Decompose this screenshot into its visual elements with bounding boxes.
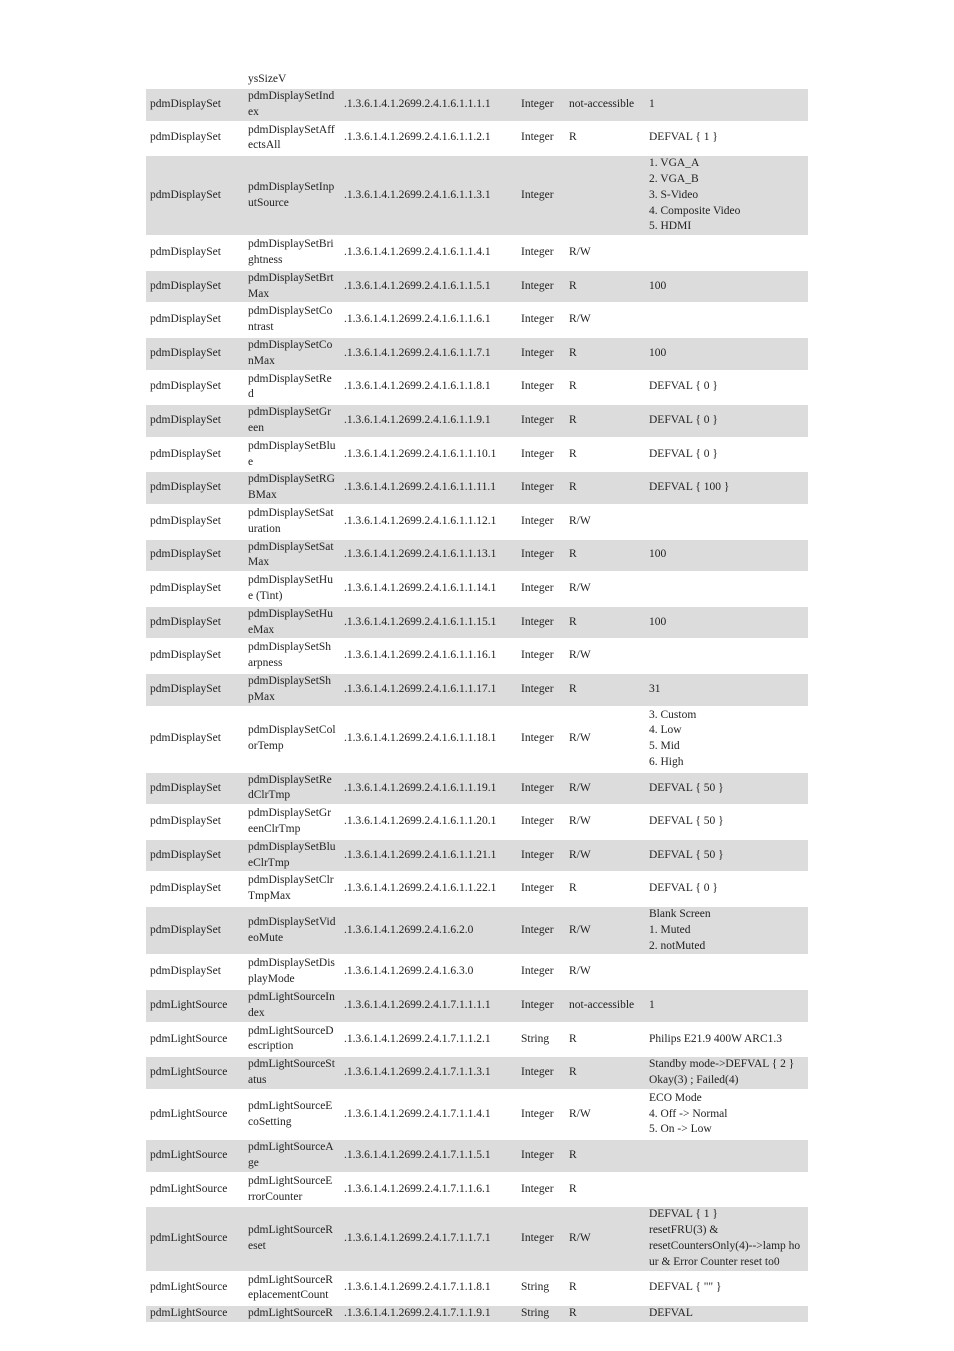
value-cell: DEFVAL { 50 } (645, 773, 808, 805)
access-cell: R (565, 1306, 645, 1322)
oid-cell: .1.3.6.1.4.1.2699.2.4.1.6.1.1.16.1 (344, 649, 497, 662)
type-cell: Integer (517, 840, 565, 872)
value-cell: DEFVAL { 100 } (645, 472, 808, 504)
mib-table-body (146, 89, 808, 1322)
object-name-cell: pdmLightSourceEcoSetting (248, 1099, 333, 1128)
object-name-cell: pdmDisplaySetSharpness (248, 641, 332, 670)
access-cell: R (569, 447, 577, 460)
value-cell: 100 (645, 607, 808, 639)
object-name-cell: pdmDisplaySetIndex (244, 89, 340, 121)
access-cell: not-accessible (565, 89, 645, 121)
table-row (146, 607, 808, 639)
table-row (146, 439, 808, 471)
table-row (146, 1091, 808, 1138)
access-cell: R/W (569, 732, 591, 745)
object-name-cell: pdmDisplaySetGreenClrTmp (248, 807, 332, 836)
value-cell: 1. VGA_A 2. VGA_B 3. S-Video 4. Composite Video 5. HDMI (645, 156, 808, 235)
continued-row-fragment: ysSizeV (248, 73, 287, 85)
value-cell: DEFVAL { 50 } (645, 840, 808, 872)
group-cell: pdmDisplaySet (150, 514, 221, 527)
type-cell: Integer (517, 89, 565, 121)
type-cell: String (517, 1306, 565, 1322)
table-row (146, 640, 808, 672)
oid-cell: .1.3.6.1.4.1.2699.2.4.1.6.1.1.12.1 (344, 514, 497, 527)
table-row (146, 1174, 808, 1206)
group-cell: pdmDisplaySet (146, 674, 244, 706)
object-name-cell: pdmLightSourceIndex (244, 990, 340, 1022)
group-cell: pdmLightSource (146, 1057, 244, 1089)
group-cell: pdmDisplaySet (150, 649, 221, 662)
group-cell: pdmLightSource (150, 1107, 228, 1120)
value-cell (645, 506, 808, 538)
object-name-cell: pdmDisplaySetHue (Tint) (248, 574, 333, 602)
oid-cell: .1.3.6.1.4.1.2699.2.4.1.6.2.0 (340, 907, 517, 954)
type-cell: String (521, 1032, 550, 1045)
value-cell: DEFVAL { 0 } (645, 405, 808, 437)
table-row (146, 472, 808, 504)
value-cell (645, 573, 808, 605)
object-name-cell: pdmDisplaySetSaturation (248, 506, 334, 535)
object-name-cell: pdmDisplaySetInputSource (244, 156, 340, 235)
type-cell: Integer (521, 582, 554, 595)
group-cell: pdmLightSource (150, 1281, 228, 1294)
type-cell: Integer (521, 882, 554, 895)
object-name-cell: pdmLightSourceDescription (248, 1024, 334, 1053)
access-cell: R/W (569, 1107, 591, 1120)
table-row (146, 237, 808, 269)
type-cell: Integer (517, 773, 565, 805)
type-cell: Integer (521, 1107, 554, 1120)
value-cell: DEFVAL { 0 } (649, 380, 718, 393)
oid-cell: .1.3.6.1.4.1.2699.2.4.1.7.1.1.4.1 (344, 1107, 491, 1120)
value-cell: Standby mode->DEFVAL { 2 } Okay(3) ; Failed(4) (645, 1057, 808, 1089)
oid-cell: .1.3.6.1.4.1.2699.2.4.1.6.1.1.11.1 (340, 472, 517, 504)
table-row (146, 773, 808, 805)
group-cell: pdmDisplaySet (150, 447, 221, 460)
oid-cell: .1.3.6.1.4.1.2699.2.4.1.6.1.1.20.1 (344, 815, 497, 828)
access-cell: R (565, 540, 645, 572)
table-row (146, 840, 808, 872)
access-cell: not-accessible (565, 990, 645, 1022)
value-cell (645, 304, 808, 336)
oid-cell: .1.3.6.1.4.1.2699.2.4.1.7.1.1.7.1 (340, 1207, 517, 1270)
group-cell: pdmDisplaySet (146, 405, 244, 437)
group-cell: pdmLightSource (146, 1306, 244, 1322)
access-cell: R/W (569, 246, 591, 259)
access-cell: R (569, 380, 577, 393)
oid-cell: .1.3.6.1.4.1.2699.2.4.1.6.1.1.18.1 (344, 732, 497, 745)
access-cell: R (565, 338, 645, 370)
oid-cell: .1.3.6.1.4.1.2699.2.4.1.6.1.1.17.1 (340, 674, 517, 706)
type-cell: Integer (517, 1057, 565, 1089)
oid-cell: .1.3.6.1.4.1.2699.2.4.1.7.1.1.6.1 (344, 1182, 491, 1195)
group-cell: pdmLightSource (146, 990, 244, 1022)
table-row (146, 1306, 808, 1322)
value-cell: 1 (645, 990, 808, 1022)
group-cell: pdmDisplaySet (150, 313, 221, 326)
value-cell: 100 (645, 271, 808, 303)
table-row (146, 1024, 808, 1056)
oid-cell: .1.3.6.1.4.1.2699.2.4.1.6.1.1.19.1 (340, 773, 517, 805)
value-cell: 100 (645, 540, 808, 572)
value-cell: Philips E21.9 400W ARC1.3 (649, 1032, 783, 1045)
oid-cell: .1.3.6.1.4.1.2699.2.4.1.6.1.1.7.1 (340, 338, 517, 370)
value-cell: DEFVAL (645, 1306, 808, 1322)
group-cell: pdmDisplaySet (146, 338, 244, 370)
object-name-cell: pdmDisplaySetRedClrTmp (244, 773, 340, 805)
type-cell: Integer (521, 649, 554, 662)
access-cell: R (565, 1140, 645, 1172)
group-cell: pdmDisplaySet (150, 380, 221, 393)
group-cell: pdmDisplaySet (150, 582, 221, 595)
table-row (146, 506, 808, 538)
oid-cell: .1.3.6.1.4.1.2699.2.4.1.6.1.1.14.1 (344, 582, 497, 595)
object-name-cell: pdmDisplaySetConMax (244, 338, 340, 370)
oid-cell: .1.3.6.1.4.1.2699.2.4.1.7.1.1.1.1 (340, 990, 517, 1022)
table-row (146, 907, 808, 954)
object-name-cell: pdmDisplaySetRed (248, 372, 332, 401)
table-row (146, 708, 808, 771)
value-cell: DEFVAL { "" } (649, 1281, 722, 1294)
group-cell: pdmDisplaySet (146, 907, 244, 954)
group-cell: pdmLightSource (146, 1207, 244, 1270)
object-name-cell: pdmDisplaySetAffectsAll (248, 123, 335, 152)
access-cell: R (569, 131, 577, 144)
oid-cell: .1.3.6.1.4.1.2699.2.4.1.6.1.1.13.1 (340, 540, 517, 572)
oid-cell: .1.3.6.1.4.1.2699.2.4.1.6.1.1.15.1 (340, 607, 517, 639)
object-name-cell: pdmDisplaySetVideoMute (244, 907, 340, 954)
table-row (146, 873, 808, 905)
oid-cell: .1.3.6.1.4.1.2699.2.4.1.6.1.1.22.1 (344, 882, 497, 895)
type-cell: Integer (517, 472, 565, 504)
oid-cell: .1.3.6.1.4.1.2699.2.4.1.6.1.1.6.1 (344, 313, 491, 326)
table-row (146, 123, 808, 155)
access-cell: R (569, 1032, 577, 1045)
group-cell: pdmDisplaySet (146, 156, 244, 235)
oid-cell: .1.3.6.1.4.1.2699.2.4.1.6.1.1.8.1 (344, 380, 491, 393)
group-cell: pdmDisplaySet (150, 131, 221, 144)
access-cell: R/W (569, 815, 591, 828)
object-name-cell: pdmDisplaySetBlue (248, 439, 336, 468)
group-cell: pdmLightSource (146, 1140, 244, 1172)
object-name-cell: pdmDisplaySetRGBMax (244, 472, 340, 504)
group-cell: pdmLightSource (150, 1182, 228, 1195)
object-name-cell: pdmDisplaySetColorTemp (248, 724, 336, 753)
table-row (146, 956, 808, 988)
access-cell: R/W (565, 1207, 645, 1270)
oid-cell: .1.3.6.1.4.1.2699.2.4.1.7.1.1.9.1 (340, 1306, 517, 1322)
access-cell: R (565, 271, 645, 303)
access-cell: R (569, 882, 577, 895)
oid-cell: .1.3.6.1.4.1.2699.2.4.1.6.1.1.21.1 (340, 840, 517, 872)
type-cell: Integer (521, 732, 554, 745)
type-cell: Integer (517, 990, 565, 1022)
type-cell: Integer (517, 674, 565, 706)
table-row (146, 89, 808, 121)
value-cell (645, 956, 808, 988)
type-cell: Integer (517, 540, 565, 572)
oid-cell: .1.3.6.1.4.1.2699.2.4.1.6.1.1.9.1 (340, 405, 517, 437)
oid-cell: .1.3.6.1.4.1.2699.2.4.1.7.1.1.8.1 (344, 1281, 491, 1294)
group-cell: pdmDisplaySet (150, 815, 221, 828)
table-row (146, 1207, 808, 1270)
group-cell: pdmDisplaySet (150, 732, 221, 745)
table-row (146, 372, 808, 404)
object-name-cell: pdmDisplaySetSatMax (244, 540, 340, 572)
oid-cell: .1.3.6.1.4.1.2699.2.4.1.6.1.1.3.1 (340, 156, 517, 235)
value-cell (645, 1140, 808, 1172)
value-cell: DEFVAL { 1 } (649, 131, 718, 144)
object-name-cell: pdmLightSourceReset (244, 1207, 340, 1270)
table-row (146, 304, 808, 336)
group-cell: pdmDisplaySet (146, 773, 244, 805)
access-cell: R (565, 1057, 645, 1089)
access-cell: R/W (569, 514, 591, 527)
type-cell: Integer (521, 131, 554, 144)
value-cell: Blank Screen 1. Muted 2. notMuted (645, 907, 808, 954)
access-cell: R/W (569, 313, 591, 326)
group-cell: pdmDisplaySet (150, 882, 221, 895)
oid-cell: .1.3.6.1.4.1.2699.2.4.1.7.1.1.2.1 (344, 1032, 491, 1045)
type-cell: Integer (517, 156, 565, 235)
oid-cell: .1.3.6.1.4.1.2699.2.4.1.7.1.1.3.1 (340, 1057, 517, 1089)
oid-cell: .1.3.6.1.4.1.2699.2.4.1.6.1.1.10.1 (344, 447, 497, 460)
table-row (146, 1140, 808, 1172)
type-cell: Integer (521, 246, 554, 259)
access-cell: R/W (565, 773, 645, 805)
access-cell: R (565, 674, 645, 706)
group-cell: pdmDisplaySet (146, 89, 244, 121)
value-cell (645, 1174, 808, 1206)
type-cell: Integer (517, 1207, 565, 1270)
group-cell: pdmDisplaySet (150, 246, 221, 259)
table-row (146, 573, 808, 605)
table-row (146, 338, 808, 370)
oid-cell: .1.3.6.1.4.1.2699.2.4.1.7.1.1.5.1 (340, 1140, 517, 1172)
table-row (146, 990, 808, 1022)
object-name-cell: pdmDisplaySetBrtMax (244, 271, 340, 303)
object-name-cell: pdmLightSourceErrorCounter (248, 1174, 333, 1203)
table-row (146, 674, 808, 706)
object-name-cell: pdmDisplaySetShpMax (244, 674, 340, 706)
access-cell: R/W (565, 907, 645, 954)
table-row (146, 1057, 808, 1089)
value-cell: 100 (645, 338, 808, 370)
object-name-cell: pdmDisplaySetClrTmpMax (248, 874, 334, 903)
group-cell: pdmDisplaySet (146, 472, 244, 504)
group-cell: pdmDisplaySet (146, 607, 244, 639)
type-cell: Integer (517, 1140, 565, 1172)
type-cell: Integer (521, 965, 554, 978)
group-cell: pdmLightSource (150, 1032, 228, 1045)
access-cell: R/W (569, 649, 591, 662)
value-cell: DEFVAL { 0 } (649, 882, 718, 895)
object-name-cell: pdmDisplaySetBrightness (248, 238, 334, 266)
type-cell: Integer (517, 271, 565, 303)
type-cell: Integer (521, 380, 554, 393)
oid-cell: .1.3.6.1.4.1.2699.2.4.1.6.1.1.2.1 (344, 131, 491, 144)
type-cell: Integer (517, 607, 565, 639)
oid-cell: .1.3.6.1.4.1.2699.2.4.1.6.3.0 (344, 965, 474, 978)
value-cell (645, 640, 808, 672)
object-name-cell: pdmDisplaySetBlueClrTmp (244, 840, 340, 872)
type-cell: String (521, 1281, 550, 1294)
value-cell (645, 237, 808, 269)
object-name-cell: pdmDisplaySetContrast (248, 305, 333, 334)
group-cell: pdmDisplaySet (146, 840, 244, 872)
group-cell: pdmDisplaySet (146, 540, 244, 572)
access-cell: R (569, 1182, 577, 1195)
type-cell: Integer (521, 447, 554, 460)
type-cell: Integer (517, 907, 565, 954)
group-cell: pdmDisplaySet (146, 271, 244, 303)
object-name-cell: pdmLightSourceR (244, 1306, 340, 1322)
table-row (146, 806, 808, 838)
object-name-cell: pdmDisplaySetHueMax (244, 607, 340, 639)
access-cell: R (565, 607, 645, 639)
access-cell: R/W (569, 582, 591, 595)
value-cell: ECO Mode 4. Off -> Normal 5. On -> Low (649, 1091, 728, 1136)
value-cell: 3. Custom 4. Low 5. Mid 6. High (649, 708, 697, 768)
table-row (146, 1273, 808, 1305)
access-cell: R (565, 472, 645, 504)
value-cell: 1 (645, 89, 808, 121)
object-name-cell: pdmDisplaySetDisplayMode (248, 957, 335, 986)
object-name-cell: pdmLightSourceAge (244, 1140, 340, 1172)
mib-object-table (146, 87, 808, 1324)
table-row (146, 156, 808, 235)
object-name-cell: pdmDisplaySetGreen (244, 405, 340, 437)
oid-cell: .1.3.6.1.4.1.2699.2.4.1.6.1.1.5.1 (340, 271, 517, 303)
table-row (146, 271, 808, 303)
type-cell: Integer (521, 514, 554, 527)
type-cell: Integer (517, 405, 565, 437)
table-row (146, 540, 808, 572)
access-cell: R/W (569, 965, 591, 978)
group-cell: pdmDisplaySet (150, 965, 221, 978)
type-cell: Integer (521, 815, 554, 828)
object-name-cell: pdmLightSourceStatus (244, 1057, 340, 1089)
access-cell (565, 156, 645, 235)
object-name-cell: pdmLightSourceReplacementCount (248, 1273, 333, 1302)
access-cell: R (565, 405, 645, 437)
oid-cell: .1.3.6.1.4.1.2699.2.4.1.6.1.1.1.1 (340, 89, 517, 121)
value-cell: 31 (645, 674, 808, 706)
oid-cell: .1.3.6.1.4.1.2699.2.4.1.6.1.1.4.1 (344, 246, 491, 259)
access-cell: R/W (565, 840, 645, 872)
table-row (146, 405, 808, 437)
access-cell: R (569, 1281, 577, 1294)
type-cell: Integer (521, 313, 554, 326)
value-cell: DEFVAL { 1 } resetFRU(3) & resetCountersOnly(4)-->lamp hour & Error Counter reset to0 (645, 1207, 808, 1270)
value-cell: DEFVAL { 0 } (649, 447, 718, 460)
type-cell: Integer (517, 338, 565, 370)
value-cell: DEFVAL { 50 } (649, 815, 724, 828)
type-cell: Integer (521, 1182, 554, 1195)
